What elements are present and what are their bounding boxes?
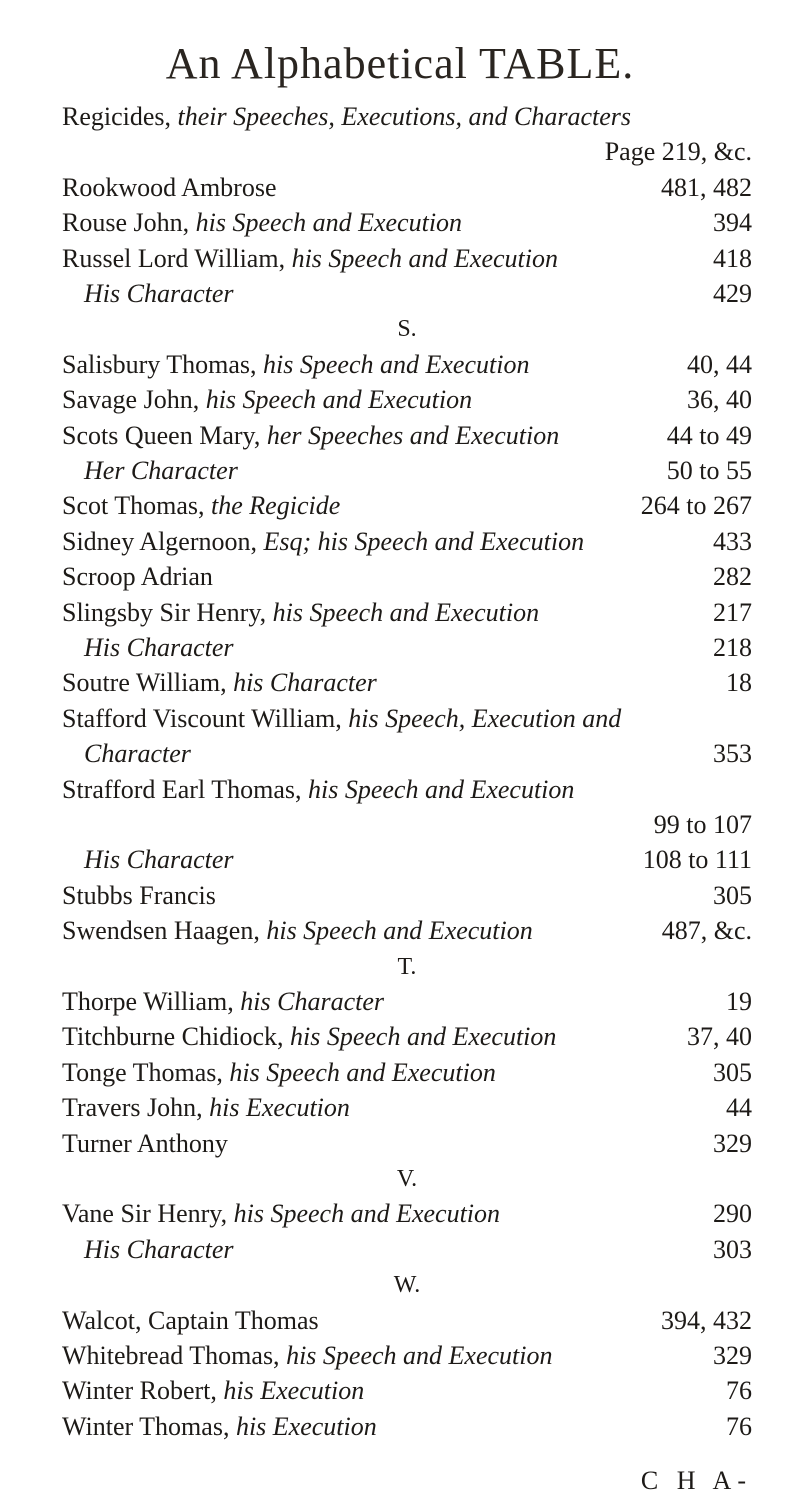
index-entry: [62, 419, 752, 453]
entry-text: [84, 277, 234, 311]
entry-name: Turner Anthony: [62, 1128, 228, 1158]
page-title: An Alphabetical TABLE.: [165, 39, 635, 88]
entry-name: Swendsen Haagen,: [62, 916, 260, 946]
index-entry: [62, 1410, 752, 1444]
index-entry: [62, 666, 752, 700]
page-reference: 429: [713, 279, 752, 308]
entry-name: Winter Robert,: [62, 1376, 217, 1406]
page-reference: 99 to 107: [653, 810, 752, 839]
entry-text: [62, 242, 558, 276]
entry-text: [62, 171, 277, 205]
page-reference: 36, 40: [687, 385, 752, 415]
page-reference: 303: [713, 1234, 752, 1264]
entry-text: [62, 1374, 364, 1408]
entry-text: [62, 383, 472, 417]
entry-name: Salisbury Thomas,: [62, 349, 257, 379]
index-entry: [62, 1374, 752, 1408]
entry-text: [62, 985, 384, 1019]
entry-text: [62, 1127, 228, 1161]
entry-text: [62, 419, 559, 453]
entry-text: [62, 348, 529, 382]
entry-text: [62, 1162, 752, 1196]
entry-name: Rouse John,: [62, 208, 190, 238]
page-reference: 44: [726, 1093, 752, 1123]
entry-text: [62, 206, 462, 240]
page-reference: 37, 40: [687, 1022, 752, 1052]
entry-text: [62, 100, 631, 134]
entry-name: Russel Lord William,: [62, 243, 286, 273]
entry-name: Walcot, Captain Thomas: [62, 1305, 319, 1335]
entry-name: Sidney Algernoon,: [62, 526, 257, 556]
entry-description: his Speech and Execution: [291, 243, 558, 273]
entry-description: his Speech and Execution: [289, 1022, 557, 1052]
index-entry: [62, 348, 752, 382]
entry-description: his Character: [233, 668, 377, 698]
entry-text: [62, 666, 377, 700]
entry-text: [62, 1268, 752, 1302]
section-letter: [62, 1162, 752, 1196]
entry-text: [62, 525, 584, 559]
entry-description: His Character: [84, 279, 234, 308]
entry-name: T.: [397, 953, 417, 980]
index-entry: [62, 773, 752, 807]
entry-name: Savage John,: [62, 385, 200, 415]
entry-description: his Execution: [223, 1376, 365, 1406]
entry-description: His Character: [84, 1234, 234, 1264]
entry-description: Her Character: [84, 456, 238, 485]
page-reference: 394, 432: [661, 1305, 752, 1335]
entry-description: his Execution: [209, 1093, 350, 1123]
index-entry: [62, 1304, 752, 1338]
entry-text: [62, 879, 216, 913]
page-reference: 44 to 49: [666, 420, 752, 450]
entry-description: his Speech and Execution: [286, 1341, 553, 1370]
index-entry: [62, 702, 752, 736]
entry-name: Stubbs Francis: [62, 880, 216, 910]
entry-name: Rookwood Ambrose: [62, 172, 277, 202]
entry-description: Character: [84, 739, 191, 769]
entry-name: Winter Thomas,: [62, 1411, 230, 1441]
index-entry: [62, 914, 752, 948]
index-entry: [62, 135, 752, 169]
entry-name: Tonge Thomas,: [62, 1057, 223, 1087]
page-reference: 305: [713, 880, 752, 910]
entry-text: [84, 454, 238, 488]
entry-description: the Regicide: [211, 491, 341, 521]
entry-description: his Speech and Execution: [272, 597, 540, 627]
index-entry: [62, 737, 752, 771]
index-entry: [62, 489, 752, 523]
entry-description: her Speeches and Execution: [266, 420, 560, 450]
page-reference: 418: [713, 243, 752, 273]
page-reference: 76: [726, 1376, 752, 1406]
index-entry: [62, 1233, 752, 1267]
entry-description: their Speeches, Executions, and Characters: [177, 102, 631, 131]
entry-text: [62, 914, 533, 948]
page-reference: 282: [713, 562, 752, 592]
section-letter: [62, 312, 752, 346]
index-entry: [62, 525, 752, 559]
page-reference: 50 to 55: [666, 456, 752, 485]
entry-description: his Speech and Execution: [195, 208, 463, 238]
entry-name: Strafford Earl Thomas,: [62, 774, 302, 804]
index-entry: [62, 1339, 752, 1373]
entry-description: His Character: [84, 845, 234, 875]
section-letter: [62, 950, 752, 984]
page-reference: 290: [713, 1199, 752, 1229]
page-reference: 218: [713, 633, 752, 662]
page-reference: 108 to 111: [642, 845, 752, 875]
page-reference: Page 219, &c.: [604, 137, 752, 167]
entry-description: His Character: [84, 633, 234, 662]
entry-name: Scots Queen Mary,: [62, 420, 261, 450]
entry-text: [62, 1410, 377, 1444]
entry-text: [62, 1339, 552, 1373]
entry-text: [62, 950, 752, 984]
entry-text: [62, 702, 621, 736]
entry-name: Titchburne Chidiock,: [62, 1022, 284, 1052]
index-entry: [62, 596, 752, 630]
entry-name: Scot Thomas,: [62, 491, 205, 521]
entry-text: [62, 1091, 350, 1125]
entry-text: [62, 1020, 556, 1054]
entry-description: his Speech and Execution: [266, 916, 533, 946]
index-entry: [62, 560, 752, 594]
entry-text: [62, 773, 574, 807]
page-reference: 329: [713, 1128, 752, 1158]
page-reference: 305: [713, 1057, 752, 1087]
page-reference: 433: [713, 526, 752, 556]
entry-name: Slingsby Sir Henry,: [62, 597, 267, 627]
page-reference: 394: [713, 208, 752, 238]
index-entry: [62, 1127, 752, 1161]
entry-name: W.: [393, 1272, 421, 1299]
entry-text: [62, 1304, 319, 1338]
entry-text: [62, 560, 213, 594]
index-entry: [62, 277, 752, 311]
page-reference: 19: [726, 987, 752, 1016]
page-reference: 76: [726, 1411, 752, 1441]
entry-description: his Speech and Execution: [233, 1199, 501, 1229]
entry-name: Regicides,: [62, 102, 172, 131]
entry-description: his Speech and Execution: [229, 1057, 496, 1087]
entry-name: V.: [396, 1166, 418, 1192]
index-entry: [62, 808, 752, 842]
entry-description: his Speech and Execution: [263, 349, 530, 379]
page-reference: 40, 44: [687, 349, 752, 379]
index-entry: [62, 242, 752, 276]
index-entry: [62, 171, 752, 205]
entry-name: Stafford Viscount William,: [62, 703, 342, 733]
page-reference: 487, &c.: [661, 916, 752, 946]
entry-description: his Character: [240, 987, 385, 1016]
page-reference: 329: [713, 1341, 752, 1370]
page-reference: 18: [726, 668, 752, 698]
entry-name: Scroop Adrian: [62, 562, 213, 592]
entry-text: [62, 1197, 500, 1231]
entry-text: [84, 843, 234, 877]
entry-text: [62, 1056, 496, 1090]
entry-name: S.: [397, 316, 417, 343]
index-entry: [62, 1020, 752, 1054]
section-letter: [62, 1268, 752, 1302]
index-entry: [62, 206, 752, 240]
entry-name: Travers John,: [62, 1093, 203, 1123]
entry-name: Whitebread Thomas,: [62, 1341, 280, 1370]
entry-text: [84, 737, 191, 771]
entry-text: [62, 489, 340, 523]
entry-description: his Execution: [235, 1411, 377, 1441]
catchword: C H A-: [640, 1466, 752, 1495]
entry-description: his Speech and Execution: [205, 385, 473, 415]
index-entry: [62, 631, 752, 665]
index-entry: [62, 985, 752, 1019]
index-entry: [62, 383, 752, 417]
entry-text: [84, 1233, 234, 1267]
index-entry: [62, 454, 752, 488]
entry-name: Vane Sir Henry,: [62, 1199, 228, 1229]
page-reference: 481, 482: [661, 172, 752, 202]
entry-description: his Speech, Execution and: [348, 703, 622, 733]
entry-name: Thorpe William,: [62, 987, 234, 1016]
entry-text: [84, 631, 234, 665]
index-entry: [62, 879, 752, 913]
page-reference: 264 to 267: [640, 491, 752, 521]
entry-description: his Speech and Execution: [307, 774, 575, 804]
entry-name: Soutre William,: [62, 668, 227, 698]
entry-text: [62, 312, 752, 346]
entry-text: [62, 596, 539, 630]
index-entry: [62, 1091, 752, 1125]
index-entry: [62, 843, 752, 877]
page-reference: 353: [713, 739, 752, 769]
index-entry: [62, 100, 752, 134]
entry-description: Esq; his Speech and Execution: [263, 526, 585, 556]
index-entry: [62, 1197, 752, 1231]
page-reference: 217: [713, 597, 752, 627]
index-entry: [62, 1056, 752, 1090]
